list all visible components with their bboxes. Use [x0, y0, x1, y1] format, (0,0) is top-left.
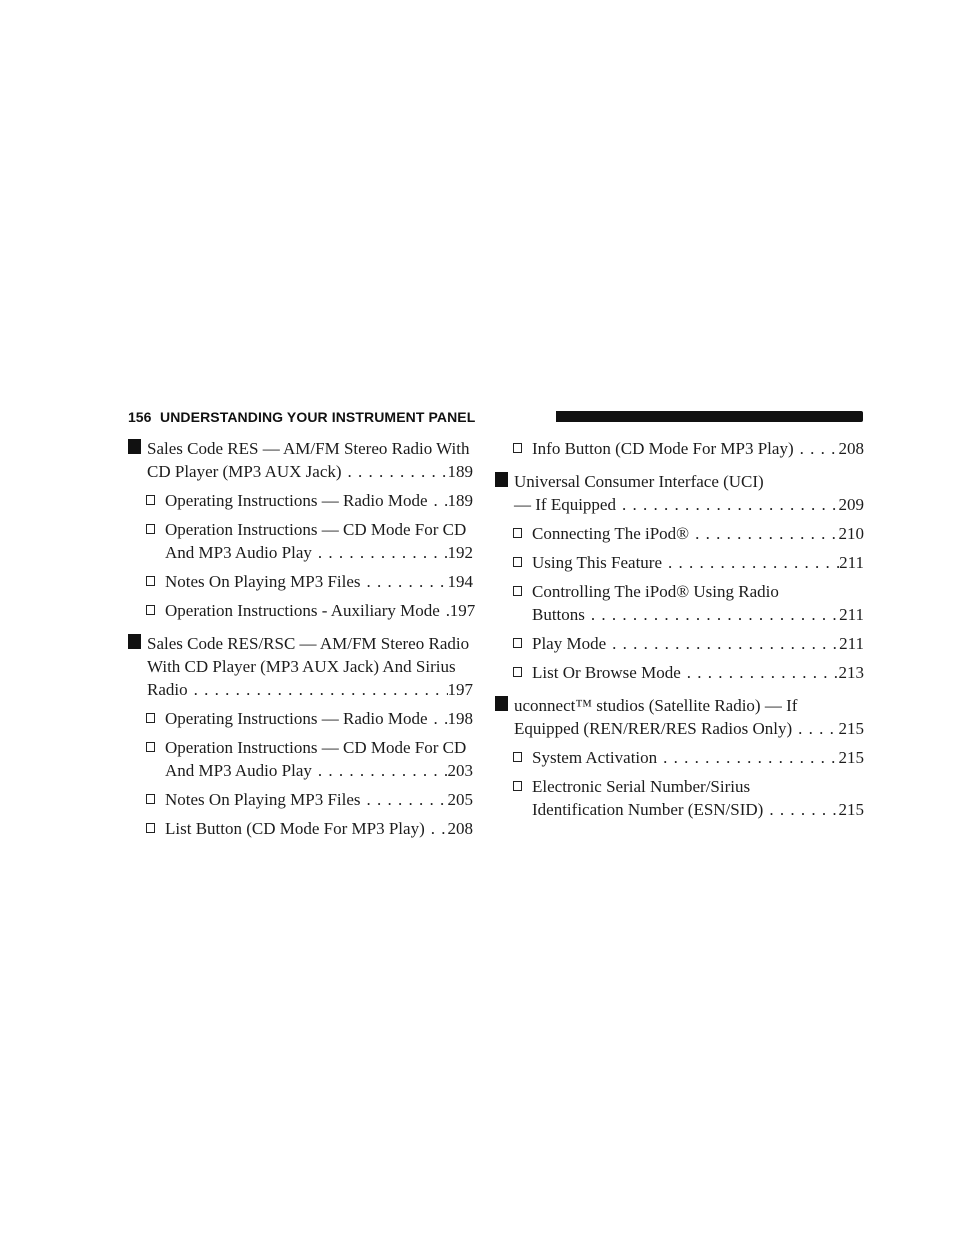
- toc-page-number: 215: [838, 748, 864, 767]
- dot-leader: [425, 817, 448, 840]
- toc-entry-text: Play Mode: [532, 634, 607, 653]
- toc-entry-text: And MP3 Audio Play: [165, 761, 312, 780]
- box-bullet-icon: [513, 667, 522, 677]
- box-bullet-icon: [146, 742, 155, 752]
- square-bullet-icon: [128, 439, 141, 454]
- box-bullet-icon: [146, 576, 155, 586]
- toc-page-number: 208: [447, 819, 473, 838]
- square-bullet-icon: [495, 696, 508, 711]
- dot-leader: [606, 632, 839, 655]
- box-bullet-icon: [146, 495, 155, 505]
- toc-entry-text: Operation Instructions — CD Mode For CD: [165, 738, 467, 757]
- toc-subsection-entry: [513, 775, 864, 821]
- toc-entry-text: Connecting The iPod®: [532, 524, 690, 543]
- toc-subsection-entry: [513, 661, 864, 684]
- dot-leader: [428, 707, 448, 730]
- toc-subsection-entry: [513, 746, 864, 769]
- toc-subsection-entry: [146, 518, 473, 564]
- dot-leader: [312, 541, 448, 564]
- dot-leader: [792, 717, 838, 740]
- dot-leader: [662, 551, 839, 574]
- square-bullet-icon: [128, 634, 141, 649]
- box-bullet-icon: [513, 752, 522, 762]
- toc-left-column: [128, 437, 476, 840]
- toc-subsection-entry: [146, 599, 476, 622]
- box-bullet-icon: [146, 713, 155, 723]
- dot-leader: [585, 603, 839, 626]
- toc-entry-text: Using This Feature: [532, 553, 663, 572]
- toc-page-number: 215: [838, 800, 864, 819]
- dot-leader: [657, 746, 838, 769]
- toc-page-number: 215: [838, 719, 864, 738]
- toc-entry-text: Electronic Serial Number/Sirius: [532, 777, 751, 796]
- toc-entry-text: Notes On Playing MP3 Files: [165, 790, 361, 809]
- toc-page-number: 205: [447, 790, 473, 809]
- box-bullet-icon: [513, 557, 522, 567]
- square-bullet-icon: [495, 472, 508, 487]
- toc-section-entry: [495, 694, 864, 740]
- dot-leader: [361, 788, 448, 811]
- toc-subsection-entry: [146, 817, 473, 840]
- toc-page-number: 211: [839, 634, 864, 653]
- toc-subsection-entry: [146, 788, 473, 811]
- dot-leader: [689, 522, 838, 545]
- toc-right-column: [495, 437, 864, 821]
- toc-entry-text: Operation Instructions - Auxiliary Mode: [165, 601, 440, 620]
- dot-leader: [361, 570, 448, 593]
- toc-entry-text: Sales Code RES — AM/FM Stereo Radio With: [147, 439, 470, 458]
- box-bullet-icon: [146, 794, 155, 804]
- toc-entry-text: Operation Instructions — CD Mode For CD: [165, 520, 467, 539]
- dot-leader: [616, 493, 839, 516]
- toc-entry-text: List Button (CD Mode For MP3 Play): [165, 819, 425, 838]
- toc-entry-text: Identification Number (ESN/SID): [532, 800, 764, 819]
- toc-subsection-entry: [513, 437, 864, 460]
- dot-leader: [794, 437, 839, 460]
- toc-page-number: 197: [449, 601, 476, 620]
- toc-page-number: 210: [838, 524, 864, 543]
- toc-entry-text: Equipped (REN/RER/RES Radios Only): [514, 719, 793, 738]
- toc-entry-text: With CD Player (MP3 AUX Jack) And Sirius: [147, 657, 456, 676]
- toc-page-number: 203: [447, 761, 473, 780]
- toc-entry-text: List Or Browse Mode: [532, 663, 681, 682]
- toc-section-entry: [495, 470, 864, 516]
- toc-entry-text: System Activation: [532, 748, 658, 767]
- toc-page-number: 192: [447, 543, 473, 562]
- toc-page-number: 211: [839, 553, 864, 572]
- toc-page-number: 213: [838, 663, 864, 682]
- toc-page-number: 198: [447, 709, 473, 728]
- toc-entry-text: Radio: [147, 680, 188, 699]
- toc-entry-text: Sales Code RES/RSC — AM/FM Stereo Radio: [147, 634, 470, 653]
- toc-subsection-entry: [146, 736, 473, 782]
- toc-entry-text: Universal Consumer Interface (UCI): [514, 472, 764, 491]
- box-bullet-icon: [513, 528, 522, 538]
- dot-leader: [342, 460, 448, 483]
- dot-leader: [763, 798, 838, 821]
- dot-leader: [440, 599, 450, 622]
- toc-entry-text: Buttons: [532, 605, 585, 624]
- toc-entry-text: Info Button (CD Mode For MP3 Play): [532, 439, 794, 458]
- toc-section-entry: [128, 437, 473, 483]
- toc-page-number: 194: [447, 572, 473, 591]
- box-bullet-icon: [513, 586, 522, 596]
- toc-entry-text: CD Player (MP3 AUX Jack): [147, 462, 342, 481]
- box-bullet-icon: [513, 781, 522, 791]
- toc-subsection-entry: [513, 522, 864, 545]
- toc-entry-text: Notes On Playing MP3 Files: [165, 572, 361, 591]
- toc-subsection-entry: [513, 580, 864, 626]
- box-bullet-icon: [146, 605, 155, 615]
- toc-subsection-entry: [513, 551, 864, 574]
- box-bullet-icon: [513, 443, 522, 453]
- box-bullet-icon: [146, 823, 155, 833]
- toc-subsection-entry: [513, 632, 864, 655]
- toc-subsection-entry: [146, 570, 473, 593]
- toc-section-entry: [128, 632, 473, 701]
- dot-leader: [681, 661, 839, 684]
- toc-page-number: 197: [447, 680, 473, 699]
- toc-entry-text: Operating Instructions — Radio Mode: [165, 709, 428, 728]
- box-bullet-icon: [146, 524, 155, 534]
- toc-entry-text: And MP3 Audio Play: [165, 543, 312, 562]
- toc-page-number: 189: [447, 462, 473, 481]
- dot-leader: [188, 678, 448, 701]
- toc-page-number: 189: [447, 491, 473, 510]
- toc-entry-text: — If Equipped: [514, 495, 616, 514]
- toc-subsection-entry: [146, 489, 473, 512]
- toc-page-number: 209: [838, 495, 864, 514]
- toc-subsection-entry: [146, 707, 473, 730]
- toc-entry-text: Operating Instructions — Radio Mode: [165, 491, 428, 510]
- toc-entry-text: uconnect™ studios (Satellite Radio) — If: [514, 696, 798, 715]
- header-rule: [556, 411, 863, 422]
- box-bullet-icon: [513, 638, 522, 648]
- dot-leader: [312, 759, 448, 782]
- section-title: UNDERSTANDING YOUR INSTRUMENT PANEL: [160, 409, 476, 425]
- page-header: [128, 409, 863, 425]
- toc-entry-text: Controlling The iPod® Using Radio: [532, 582, 779, 601]
- toc-page-number: 208: [838, 439, 864, 458]
- dot-leader: [428, 489, 448, 512]
- toc-page-number: 211: [839, 605, 864, 624]
- page-number: 156: [128, 409, 152, 425]
